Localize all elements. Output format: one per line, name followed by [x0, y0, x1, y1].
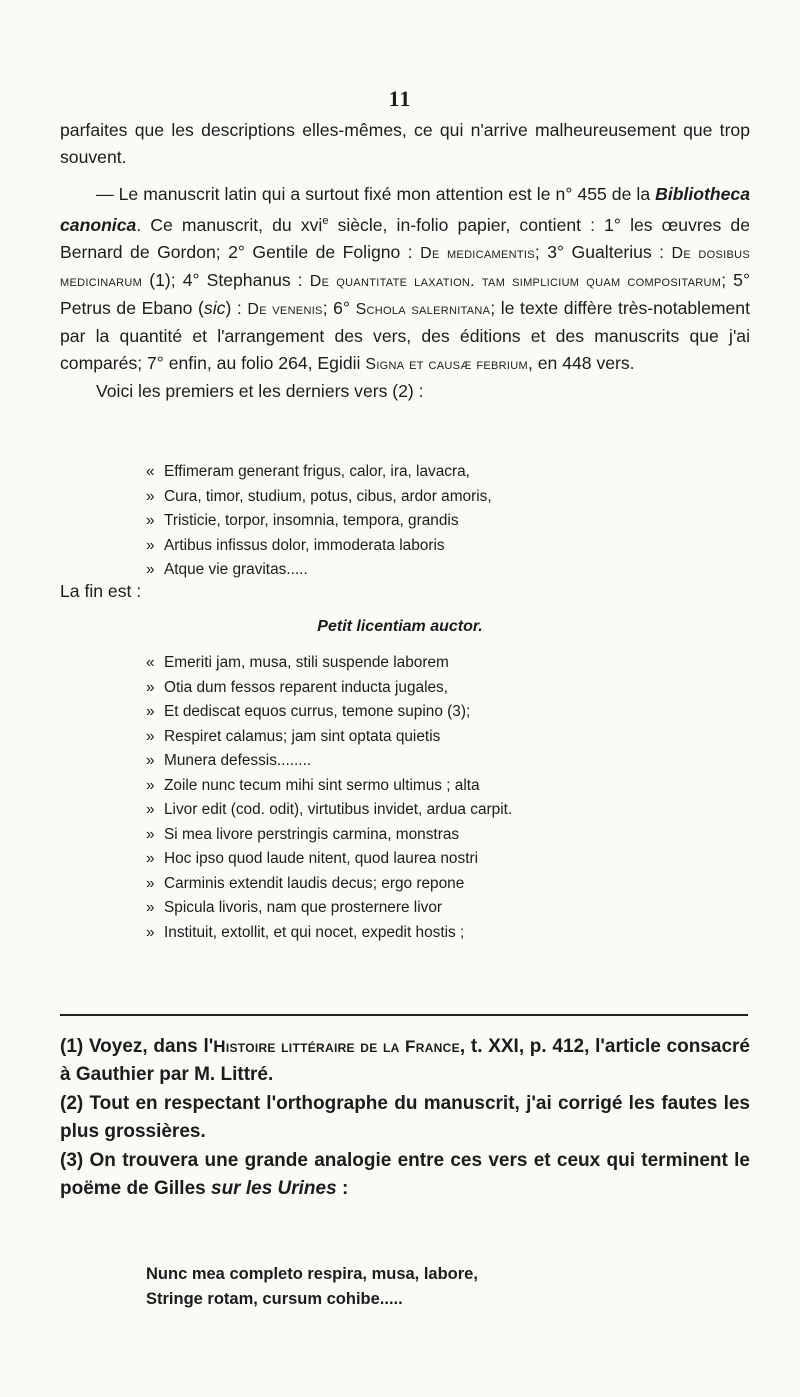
verse-line: » Instituit, extollit, et qui nocet, expedit hostis ; [146, 923, 465, 941]
verse-line: » Tristicie, torpor, insomnia, tempora, grandis [146, 512, 459, 529]
verse-line: Stringe rotam, cursum cohibe..... [146, 1290, 403, 1308]
verse-line: » Atque vie gravitas..... [146, 561, 308, 578]
verse-line: » Spicula livoris, nam que prosternere livor [146, 899, 443, 916]
verses-intro-line: Voici les premiers et les derniers vers (2) : [96, 380, 424, 401]
verse-line: « Effimeram generant frigus, calor, ira, lavacra, [146, 463, 470, 480]
verse-line: Nunc mea completo respira, musa, labore, [146, 1265, 478, 1283]
intro-paragraph: parfaites que les descriptions elles-mêmes, ce qui n'arrive malheureusement que trop souvent. [60, 120, 750, 167]
fin-subtitle: Petit licentiam auctor. [317, 618, 483, 635]
verse-line: » Munera defessis........ [146, 752, 312, 769]
page-number: 11 [388, 86, 412, 111]
verse-line: » Cura, timor, studium, potus, cibus, ardor amoris, [146, 487, 492, 505]
main-paragraph: — Le manuscrit latin qui a surtout fixé mon attention est le n° 455 de la Bibliotheca canonica. Ce manuscrit, du xvi$^e$ siècle, in-folio papier, contient : 1° les œuvres de Bernard de Gordon; 2° Gentile de Foligno : De medicamentis; 3° Gualterius : De dosibus medicinarum (1); 4° Stephanus : De quantitate laxation. tam simplicium quam compositarum; 5° Petrus de Ebano (sic) : De venenis; 6° Schola salernitana; le texte diffère très-notablement par la quantité et l'arrangement des vers, des éditions et des manuscrits que j'ai comparés; 7° enfin, au folio 264, Egidii Signa et causæ febrium, en 448 vers. Voici les premiers et les derniers vers (2) : [60, 181, 750, 405]
verse-line: » Livor edit (cod. odit), virtutibus invidet, ardua carpit. [146, 801, 513, 818]
footnote-verses [146, 1262, 478, 1312]
verse-line: » Et dediscat equos currus, temone supino (3); [146, 703, 471, 720]
verse-line: » Otia dum fessos reparent inducta jugales, [146, 678, 449, 696]
footnote-1: (1) Voyez, dans l'Histoire littéraire de la France, t. XXI, p. 412, l'article consacré à Gauthier par M. Littré. [60, 1036, 750, 1086]
footnotes [60, 1033, 750, 1203]
bibliotheca-title: Bibliotheca canonica [60, 184, 750, 235]
footnote-divider [60, 1014, 748, 1016]
footnote-2: (2) Tout en respectant l'orthographe du manuscrit, j'ai corrigé les fautes les plus grossières. [60, 1092, 750, 1143]
verse-line: » Artibus infissus dolor, immoderata laboris [146, 536, 445, 554]
fin-label: La fin est : [60, 581, 142, 601]
first-verses [146, 460, 746, 583]
verse-line: « Emeriti jam, musa, stili suspende laborem [146, 654, 449, 671]
verse-line: » Carminis extendit laudis decus; ergo repone [146, 874, 465, 892]
verse-line: » Hoc ipso quod laude nitent, quod laurea nostri [146, 850, 479, 867]
last-verses [146, 651, 746, 945]
footnote-3: (3) On trouvera une grande analogie entre ces vers et ceux qui terminent le poëme de Gilles sur les Urines : [60, 1149, 750, 1200]
verse-line: » Si mea livore perstringis carmina, monstras [146, 825, 460, 843]
verse-line: » Zoile nunc tecum mihi sint sermo ultimus ; alta [146, 776, 480, 794]
verse-line: » Respiret calamus; jam sint optata quietis [146, 727, 441, 745]
